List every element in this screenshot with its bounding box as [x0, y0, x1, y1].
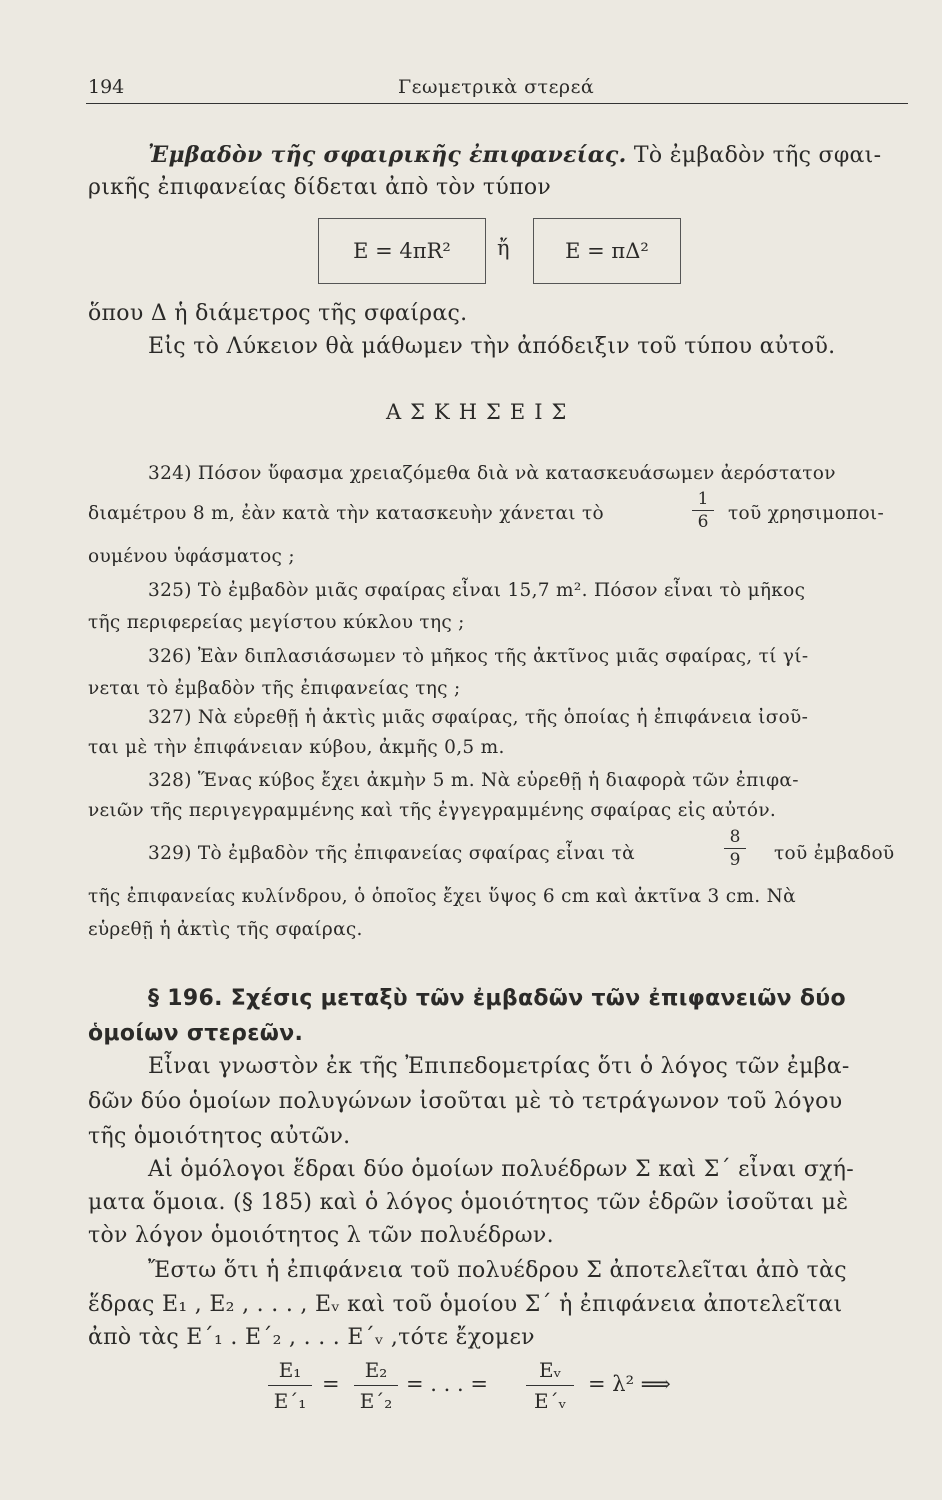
fraction-one-sixth: [692, 490, 714, 531]
exercise-327-line1: 327) Νὰ εὑρεθῇ ἡ ἀκτὶς μιᾶς σφαίρας, τῆς ὁποίας ἡ ἐπιφάνεια ἰσοῦ-: [148, 707, 809, 728]
formula-or: ἤ: [497, 236, 510, 260]
section-196-p1-line1: Εἶναι γνωστὸν ἐκ τῆς Ἐπιπεδομετρίας ὅτι ὁ λόγος τῶν ἐμβα-: [148, 1054, 850, 1079]
section-196-p1-line3: τῆς ὁμοιότητος αὐτῶν.: [88, 1124, 351, 1149]
running-title: Γεωμετρικὰ στερεά: [398, 76, 595, 98]
fraction-bar: [724, 848, 746, 849]
equals-sign: =: [322, 1372, 340, 1396]
exercise-325-line2: τῆς περιφερείας μεγίστου κύκλου της ;: [88, 612, 465, 633]
ratio-e2: [354, 1358, 398, 1413]
exercise-329-line2: τῆς ἐπιφανείας κυλίνδρου, ὁ ὁποῖος ἔχει ὕψος 6 cm καὶ ἀκτῖνα 3 cm. Νὰ: [88, 886, 796, 907]
exercise-327-line2: ται μὲ τὴν ἐπιφάνειαν κύβου, ἀκμῆς 0,5 m.: [88, 737, 505, 758]
area-line3: ὅπου Δ ἡ διάμετρος τῆς σφαίρας.: [88, 301, 468, 326]
fraction-bar: [692, 510, 714, 511]
ratio-bar: [354, 1385, 398, 1386]
page-number: 194: [88, 76, 125, 98]
formula-box-1: Ε = 4πR²: [318, 218, 486, 284]
ratio-denominator: Ε΄ᵥ: [533, 1389, 567, 1413]
area-line2: ρικῆς ἐπιφανείας δίδεται ἀπὸ τὸν τύπον: [88, 175, 552, 200]
formula-box-2: Ε = πΔ²: [533, 218, 681, 284]
exercise-328-line1: 328) Ἕνας κύβος ἔχει ἀκμὴν 5 m. Νὰ εὑρεθῇ ἡ διαφορὰ τῶν ἐπιφα-: [148, 770, 799, 791]
area-line4: Εἰς τὸ Λύκειον θὰ μάθωμεν τὴν ἀπόδειξιν τοῦ τύπου αὐτοῦ.: [148, 334, 836, 359]
exercise-329-line1b: τοῦ ἐμβαδοῦ: [774, 843, 895, 864]
section-196-p3-line3: ἀπὸ τὰς Ε΄₁ . Ε΄₂ , . . . Ε΄ᵥ ,τότε ἔχομεν: [88, 1325, 535, 1350]
fraction-numerator: 1: [697, 489, 709, 509]
exercise-328-line2: νειῶν τῆς περιγεγραμμένης καὶ τῆς ἐγγεγραμμένης σφαίρας εἰς αὐτόν.: [88, 800, 777, 821]
area-heading-line: [148, 142, 881, 168]
ratio-denominator: Ε΄₁: [273, 1389, 307, 1413]
exercise-325-line1: 325) Τὸ ἐμβαδὸν μιᾶς σφαίρας εἶναι 15,7 m². Πόσον εἶναι τὸ μῆκος: [148, 580, 806, 601]
header-rule: [86, 103, 908, 104]
ratio-numerator: Ε₂: [364, 1358, 388, 1382]
section-196-p2-line2: ματα ὅμοια. (§ 185) καὶ ὁ λόγος ὁμοιότητος τῶν ἑδρῶν ἰσοῦται μὲ: [88, 1190, 849, 1215]
fraction-numerator: 8: [729, 827, 741, 847]
area-line1-text: Τὸ ἐμβαδὸν τῆς σφαι-: [633, 143, 882, 168]
equation-ellipsis: = . . . =: [406, 1372, 488, 1396]
section-196-p1-line2: δῶν δύο ὁμοίων πολυγώνων ἰσοῦται μὲ τὸ τετράγωνον τοῦ λόγου: [88, 1089, 843, 1114]
section-196-p2-line3: τὸν λόγον ὁμοιότητος λ τῶν πολυέδρων.: [88, 1223, 554, 1248]
section-196-p3-line1: Ἔστω ὅτι ἡ ἐπιφάνεια τοῦ πολυέδρου Σ ἀποτελεῖται ἀπὸ τὰς: [148, 1258, 847, 1283]
fraction-denominator: 6: [697, 512, 709, 532]
exercises-heading: ΑΣΚΗΣΕΙΣ: [386, 400, 576, 424]
exercise-326-line1: 326) Ἐὰν διπλασιάσωμεν τὸ μῆκος τῆς ἀκτῖνος μιᾶς σφαίρας, τί γί-: [148, 646, 809, 667]
equation-tail: = λ² ⟹: [588, 1372, 671, 1396]
exercise-326-line2: νεται τὸ ἐμβαδὸν τῆς ἐπιφανείας της ;: [88, 678, 461, 699]
ratio-bar: [268, 1385, 312, 1386]
section-196-heading-line2: ὁμοίων στερεῶν.: [88, 1021, 304, 1046]
ratio-denominator: Ε΄₂: [359, 1389, 393, 1413]
fraction-denominator: 9: [729, 850, 741, 870]
exercise-329-line1a: 329) Τὸ ἐμβαδὸν τῆς ἐπιφανείας σφαίρας εἶναι τὰ: [148, 843, 635, 864]
ratio-numerator: Εᵥ: [538, 1358, 562, 1382]
area-heading: Ἐμβαδὸν τῆς σφαιρικῆς ἐπιφανείας.: [148, 142, 627, 168]
ratio-numerator: Ε₁: [278, 1358, 302, 1382]
section-196-p3-line2: ἕδρας Ε₁ , Ε₂ , . . . , Εᵥ καὶ τοῦ ὁμοίου Σ΄ ἡ ἐπιφάνεια ἀποτελεῖται: [88, 1292, 843, 1317]
ratio-e1: [268, 1358, 312, 1413]
exercise-329-line3: εὑρεθῇ ἡ ἀκτὶς τῆς σφαίρας.: [88, 919, 363, 940]
exercise-324-line3: ουμένου ὑφάσματος ;: [88, 546, 295, 567]
ratio-bar: [526, 1385, 574, 1386]
exercise-324-line1: 324) Πόσον ὕφασμα χρειαζόμεθα διὰ νὰ κατασκευάσωμεν ἀερόστατον: [148, 463, 836, 484]
section-196-heading-line1: § 196. Σχέσις μεταξὺ τῶν ἐμβαδῶν τῶν ἐπιφανειῶν δύο: [148, 986, 846, 1011]
page-header: [88, 76, 908, 106]
section-196-p2-line1: Αἱ ὁμόλογοι ἕδραι δύο ὁμοίων πολυέδρων Σ καὶ Σ΄ εἶναι σχή-: [148, 1157, 854, 1182]
exercise-324-line2b: τοῦ χρησιμοποι-: [728, 503, 885, 524]
ratio-ev: [526, 1358, 574, 1413]
exercise-324-line2a: διαμέτρου 8 m, ἐὰν κατὰ τὴν κατασκευὴν χάνεται τὸ: [88, 503, 604, 524]
fraction-eight-ninths: [724, 828, 746, 869]
